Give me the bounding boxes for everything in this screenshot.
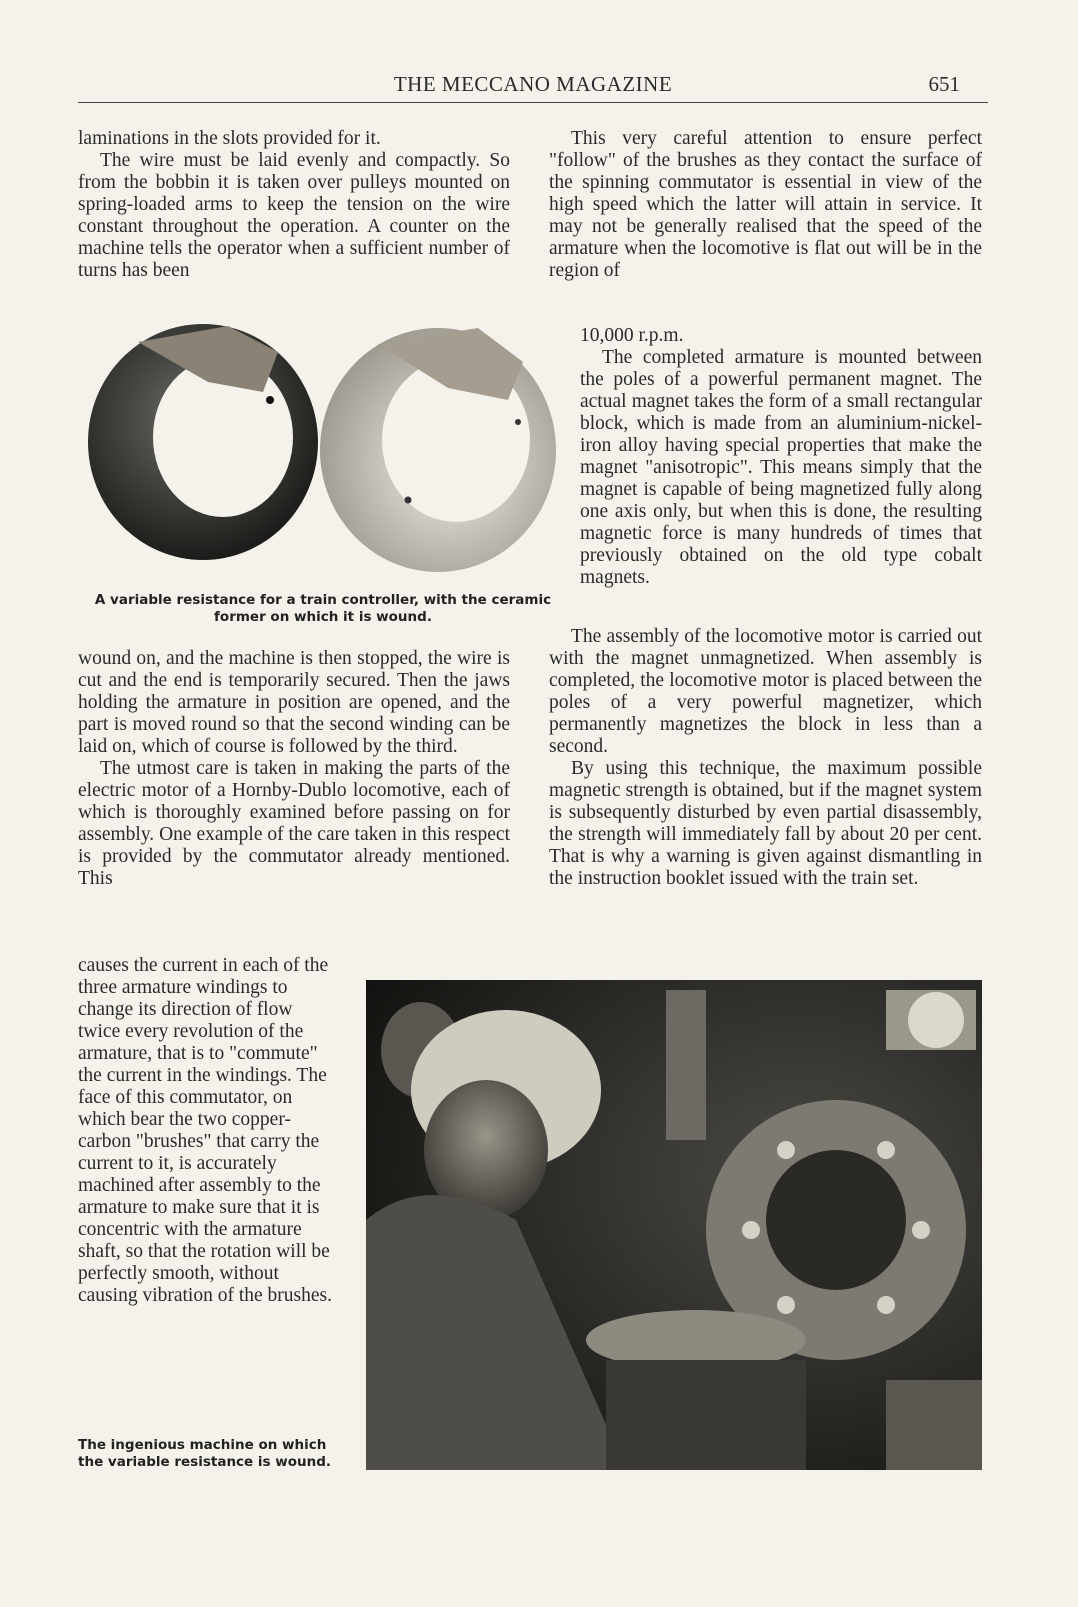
col2-paragraph-3: The assembly of the locomotive motor is carried out with the magnet unmagnetized. When assembly is completed, the locomotive motor is placed between the poles of a very powerful magnetizer, which permanently magnetizes the block in less than a second. [549,626,982,757]
col2-middle-text [580,325,982,589]
col1-paragraph-2: wound on, and the machine is then stopped, the wire is cut and the end is temporarily secured. Then the jaws holding the armature in position are opened, and the part is moved round so that the second winding can be laid on, which of course is followed by the third. [78,648,510,757]
col2-paragraph-1-cont: 10,000 r.p.m. [580,325,684,346]
col1-middle-text [78,648,510,890]
col1-paragraph-3: The utmost care is taken in making the parts of the electric motor of a Hornby-Dublo locomotive, each of which is thoroughly examined before passing on for assembly. One example of the care taken in this respect is provided by the commutator already mentioned. This [78,758,510,889]
col1-upper-text [78,128,510,282]
magazine-title: THE MECCANO MAGAZINE [393,72,673,96]
resistance-caption: A variable resistance for a train controller, with the ceramic former on which it is wound. [94,592,552,625]
variable-resistance-photo [78,312,568,582]
col1-paragraph-1: The wire must be laid evenly and compactly. So from the bobbin it is taken over pulleys mounted on spring-loaded arms to keep the tension on the wire constant throughout the operation. A counter on the machine tells the operator when a sufficient number of turns has been [78,150,510,281]
col2-paragraph-4: By using this technique, the maximum possible magnetic strength is obtained, but if the magnet system is subsequently disturbed by even partial disassembly, the strength will immediately fall by about 20 per cent. That is why a warning is given against dismantling in the instruction booklet issued with the train set. [549,758,982,889]
col1-paragraph-3-cont: causes the current in each of the three armature windings to change its direction of flow twice every revolution of the armature, that is to "commute" the current in the windings. The face of this commutator, on which bear the two copper-carbon "brushes" that carry the current to it, is accurately machined after assembly to the armature to make sure that it is concentric with the armature shaft, so that the rotation will be perfectly smooth, without causing vibration of the brushes. [78,955,332,1306]
col2-paragraph-2: The completed armature is mounted between the poles of a powerful permanent magnet. The actual magnet takes the form of a small rectangular block, which is made from an aluminium-nickel-iron alloy having special properties that make the magnet "anisotropic". This means simply that the magnet is capable of being magnetized fully along one axis only, but when this is done, the resulting magnetic force is many hundreds of times that previously obtained on the old type cobalt magnets. [580,347,982,588]
winding-machine-photo [366,980,982,1470]
page-header [78,68,988,103]
col1-continuation: laminations in the slots provided for it. [78,128,381,149]
machine-caption: The ingenious machine on which the variable resistance is wound. [78,1437,332,1470]
col1-lower-text [78,955,332,1307]
col2-lower-text [549,626,982,890]
col2-upper-text [549,128,982,282]
col2-paragraph-1: This very careful attention to ensure perfect "follow" of the brushes as they contact the surface of the spinning commutator is essential in view of the high speed which the latter will attain in service. It may not be generally realised that the speed of the armature when the locomotive is flat out will be in the region of [549,128,982,281]
page-number: 651 [928,72,960,96]
